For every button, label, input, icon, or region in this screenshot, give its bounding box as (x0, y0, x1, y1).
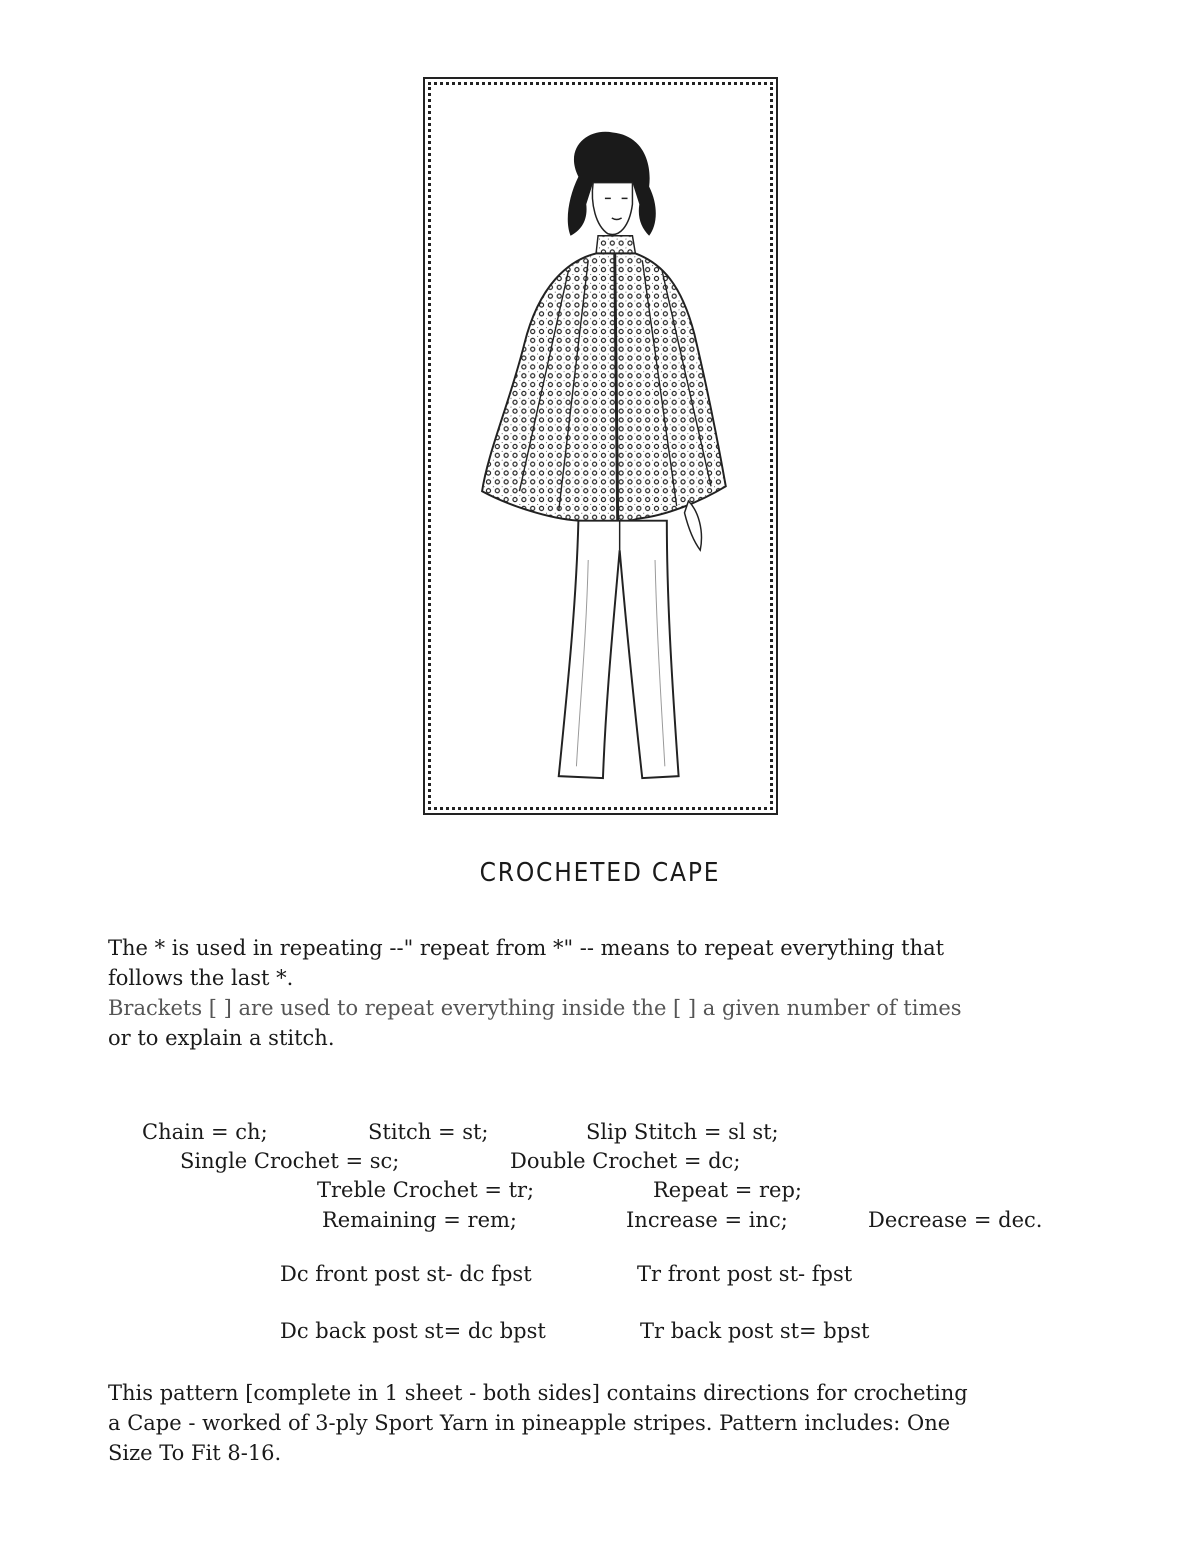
description-paragraph (108, 1378, 1108, 1468)
abbr-decrease: Decrease = dec. (868, 1208, 1043, 1232)
description-line: Size To Fit 8-16. (108, 1441, 282, 1465)
abbr-chain: Chain = ch; (142, 1120, 268, 1144)
intro-paragraph (108, 933, 1108, 1053)
page-title: CROCHETED CAPE (479, 858, 721, 888)
abbr-remaining: Remaining = rem; (322, 1208, 517, 1232)
illustration-frame (428, 82, 773, 810)
abbr-tr-front-post: Tr front post st- fpst (637, 1262, 853, 1286)
description-line: a Cape - worked of 3-ply Sport Yarn in pineapple stripes. Pattern includes: One (108, 1411, 951, 1435)
abbr-stitch: Stitch = st; (368, 1120, 489, 1144)
intro-line: The * is used in repeating --" repeat from *" -- means to repeat everything that (108, 936, 945, 960)
intro-line: Brackets [ ] are used to repeat everything inside the [ ] a given number of times (108, 996, 962, 1020)
abbr-double-crochet: Double Crochet = dc; (510, 1149, 741, 1173)
intro-line: follows the last *. (108, 966, 294, 990)
cape-illustration (431, 85, 770, 807)
abbr-dc-front-post: Dc front post st- dc fpst (280, 1262, 532, 1286)
abbr-single-crochet: Single Crochet = sc; (180, 1149, 400, 1173)
abbr-dc-back-post: Dc back post st= dc bpst (280, 1319, 546, 1343)
abbr-tr-back-post: Tr back post st= bpst (640, 1319, 870, 1343)
intro-line: or to explain a stitch. (108, 1026, 335, 1050)
description-line: This pattern [complete in 1 sheet - both sides] contains directions for crocheting (108, 1381, 968, 1405)
abbr-treble-crochet: Treble Crochet = tr; (317, 1178, 535, 1202)
abbr-repeat: Repeat = rep; (653, 1178, 802, 1202)
abbr-slip-stitch: Slip Stitch = sl st; (586, 1120, 779, 1144)
abbr-increase: Increase = inc; (626, 1208, 788, 1232)
